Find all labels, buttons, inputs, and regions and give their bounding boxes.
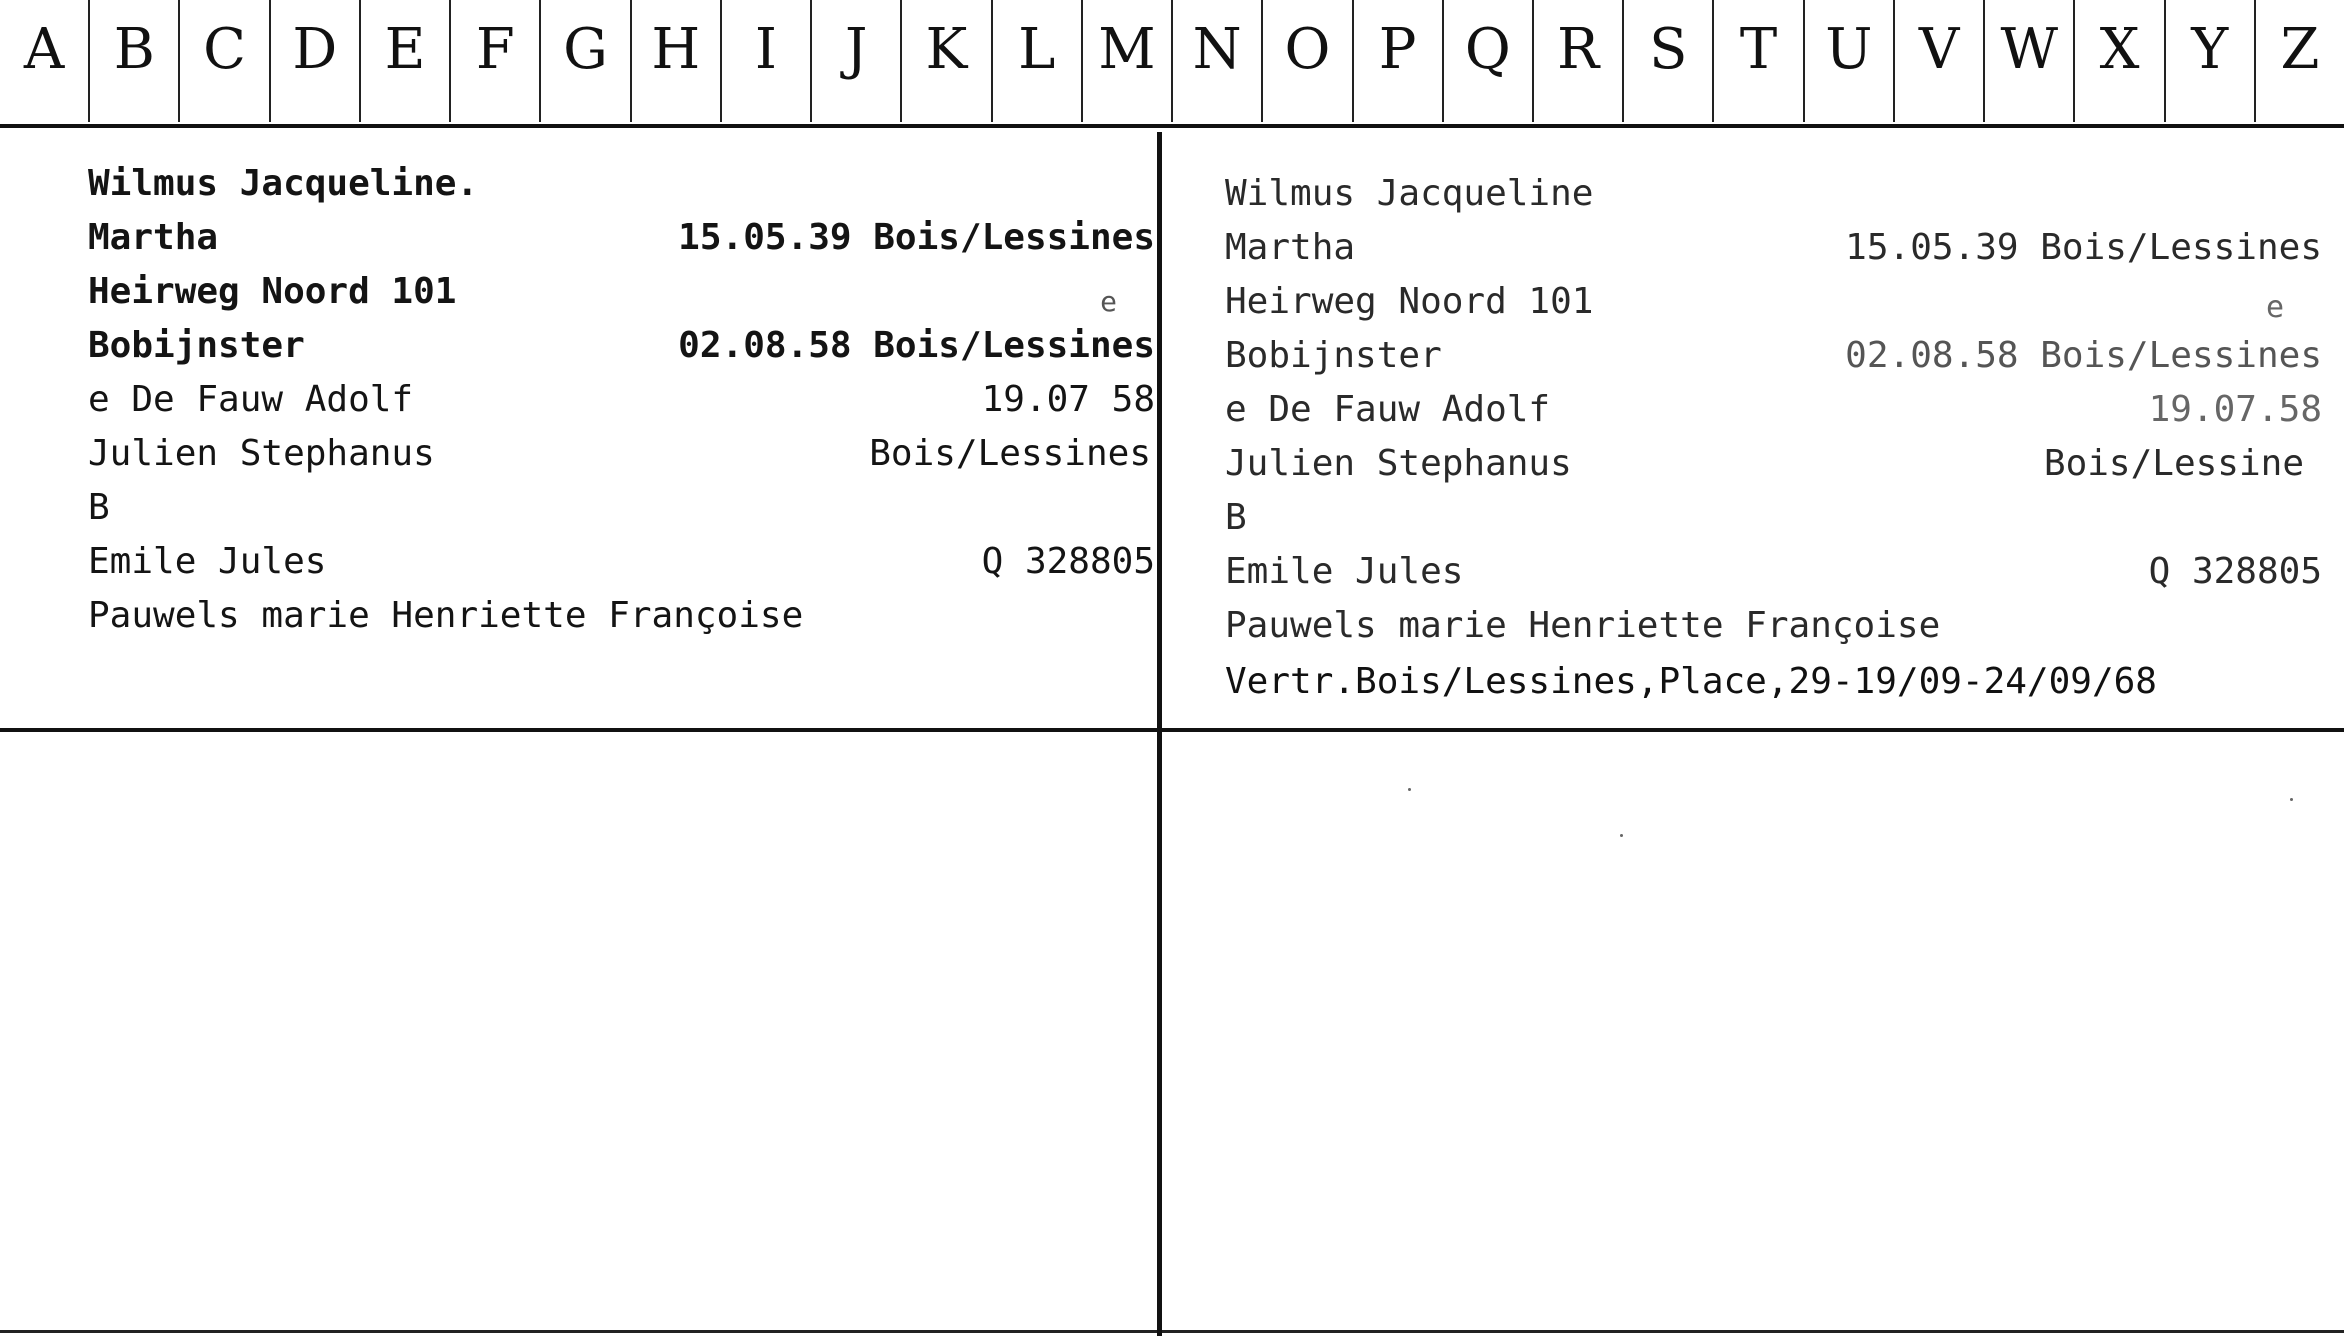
index-letter-r: R bbox=[1532, 0, 1622, 122]
index-letter-a: A bbox=[23, 17, 65, 82]
card-divider bbox=[1157, 132, 1162, 1336]
index-letter-u: U bbox=[1803, 0, 1893, 122]
index-letter-p: P bbox=[1352, 0, 1442, 122]
record-spouse-date: 19.07.58 bbox=[2148, 389, 2322, 430]
record-mark: e bbox=[2265, 290, 2284, 325]
scan-speck bbox=[1408, 788, 1411, 791]
index-letter-j: J bbox=[810, 0, 900, 122]
alphabet-index bbox=[0, 0, 2344, 122]
index-letter-v: V bbox=[1893, 0, 1983, 122]
index-letter-z: Z bbox=[2254, 0, 2344, 122]
record-occupation: Bobijnster bbox=[88, 325, 305, 366]
record-transfer-note: Vertr.Bois/Lessines,Place,29-19/09-24/09/68 bbox=[1225, 661, 2157, 702]
record-marriage: 02.08.58 Bois/Lessines bbox=[1845, 335, 2322, 376]
left-record-card bbox=[0, 130, 1157, 730]
index-letter-b: B bbox=[88, 0, 178, 122]
index-letter-e: E bbox=[359, 0, 449, 122]
record-spouse-date: 19.07 58 bbox=[981, 379, 1155, 420]
record-address: Heirweg Noord 101 bbox=[88, 271, 457, 312]
index-letter-k: K bbox=[900, 0, 990, 122]
index-letter-c: C bbox=[178, 0, 268, 122]
record-mother: Pauwels marie Henriette Françoise bbox=[1225, 605, 1941, 646]
record-father-place: Bois/Lessine bbox=[2043, 443, 2304, 484]
index-letter-d: D bbox=[269, 0, 359, 122]
index-letter-w: W bbox=[1983, 0, 2073, 122]
record-second-name: Martha bbox=[88, 217, 219, 258]
record-name: Wilmus Jacqueline bbox=[1225, 173, 1594, 214]
scan-speck bbox=[2290, 798, 2293, 801]
index-letter-m: M bbox=[1081, 0, 1171, 122]
index-letter-f: F bbox=[449, 0, 539, 122]
record-mother: Pauwels marie Henriette Françoise bbox=[88, 595, 804, 636]
record-marriage: 02.08.58 Bois/Lessines bbox=[678, 325, 1155, 366]
record-occupation: Bobijnster bbox=[1225, 335, 1442, 376]
record-code: B bbox=[1225, 497, 1247, 538]
scan-speck bbox=[1620, 834, 1623, 837]
record-birth: 15.05.39 Bois/Lessines bbox=[678, 217, 1155, 258]
record-spouse: e De Fauw Adolf bbox=[1225, 389, 1551, 430]
record-spouse: e De Fauw Adolf bbox=[88, 379, 414, 420]
left-bottom-rule bbox=[0, 1330, 1157, 1333]
index-letter-n: N bbox=[1171, 0, 1261, 122]
index-letter-t: T bbox=[1712, 0, 1802, 122]
index-letter-g: G bbox=[539, 0, 629, 122]
record-mother-given: Emile Jules bbox=[1225, 551, 1464, 592]
index-letter-h: H bbox=[630, 0, 720, 122]
right-record-card bbox=[1165, 130, 2344, 730]
index-letter-q: Q bbox=[1442, 0, 1532, 122]
record-address: Heirweg Noord 101 bbox=[1225, 281, 1594, 322]
record-father: Julien Stephanus bbox=[88, 433, 435, 474]
index-letter-y: Y bbox=[2164, 0, 2254, 122]
record-birth: 15.05.39 Bois/Lessines bbox=[1845, 227, 2322, 268]
right-card-rule bbox=[1162, 728, 2344, 732]
record-mother-given: Emile Jules bbox=[88, 541, 327, 582]
record-code: B bbox=[88, 487, 110, 528]
index-letter-s: S bbox=[1622, 0, 1712, 122]
record-second-name: Martha bbox=[1225, 227, 1356, 268]
record-id-number: Q 328805 bbox=[981, 541, 1155, 582]
index-letter-o: O bbox=[1261, 0, 1351, 122]
record-mark: e bbox=[1100, 285, 1117, 318]
index-letter-i: I bbox=[720, 0, 810, 122]
record-id-number: Q 328805 bbox=[2148, 551, 2322, 592]
index-rule bbox=[0, 124, 2344, 128]
right-bottom-rule bbox=[1162, 1330, 2344, 1333]
index-letter-l: L bbox=[991, 0, 1081, 122]
record-father-place: Bois/Lessines bbox=[869, 433, 1151, 474]
record-father: Julien Stephanus bbox=[1225, 443, 1572, 484]
index-letter-x: X bbox=[2073, 0, 2163, 122]
left-card-rule bbox=[0, 728, 1157, 732]
record-name: Wilmus Jacqueline. bbox=[88, 163, 479, 204]
